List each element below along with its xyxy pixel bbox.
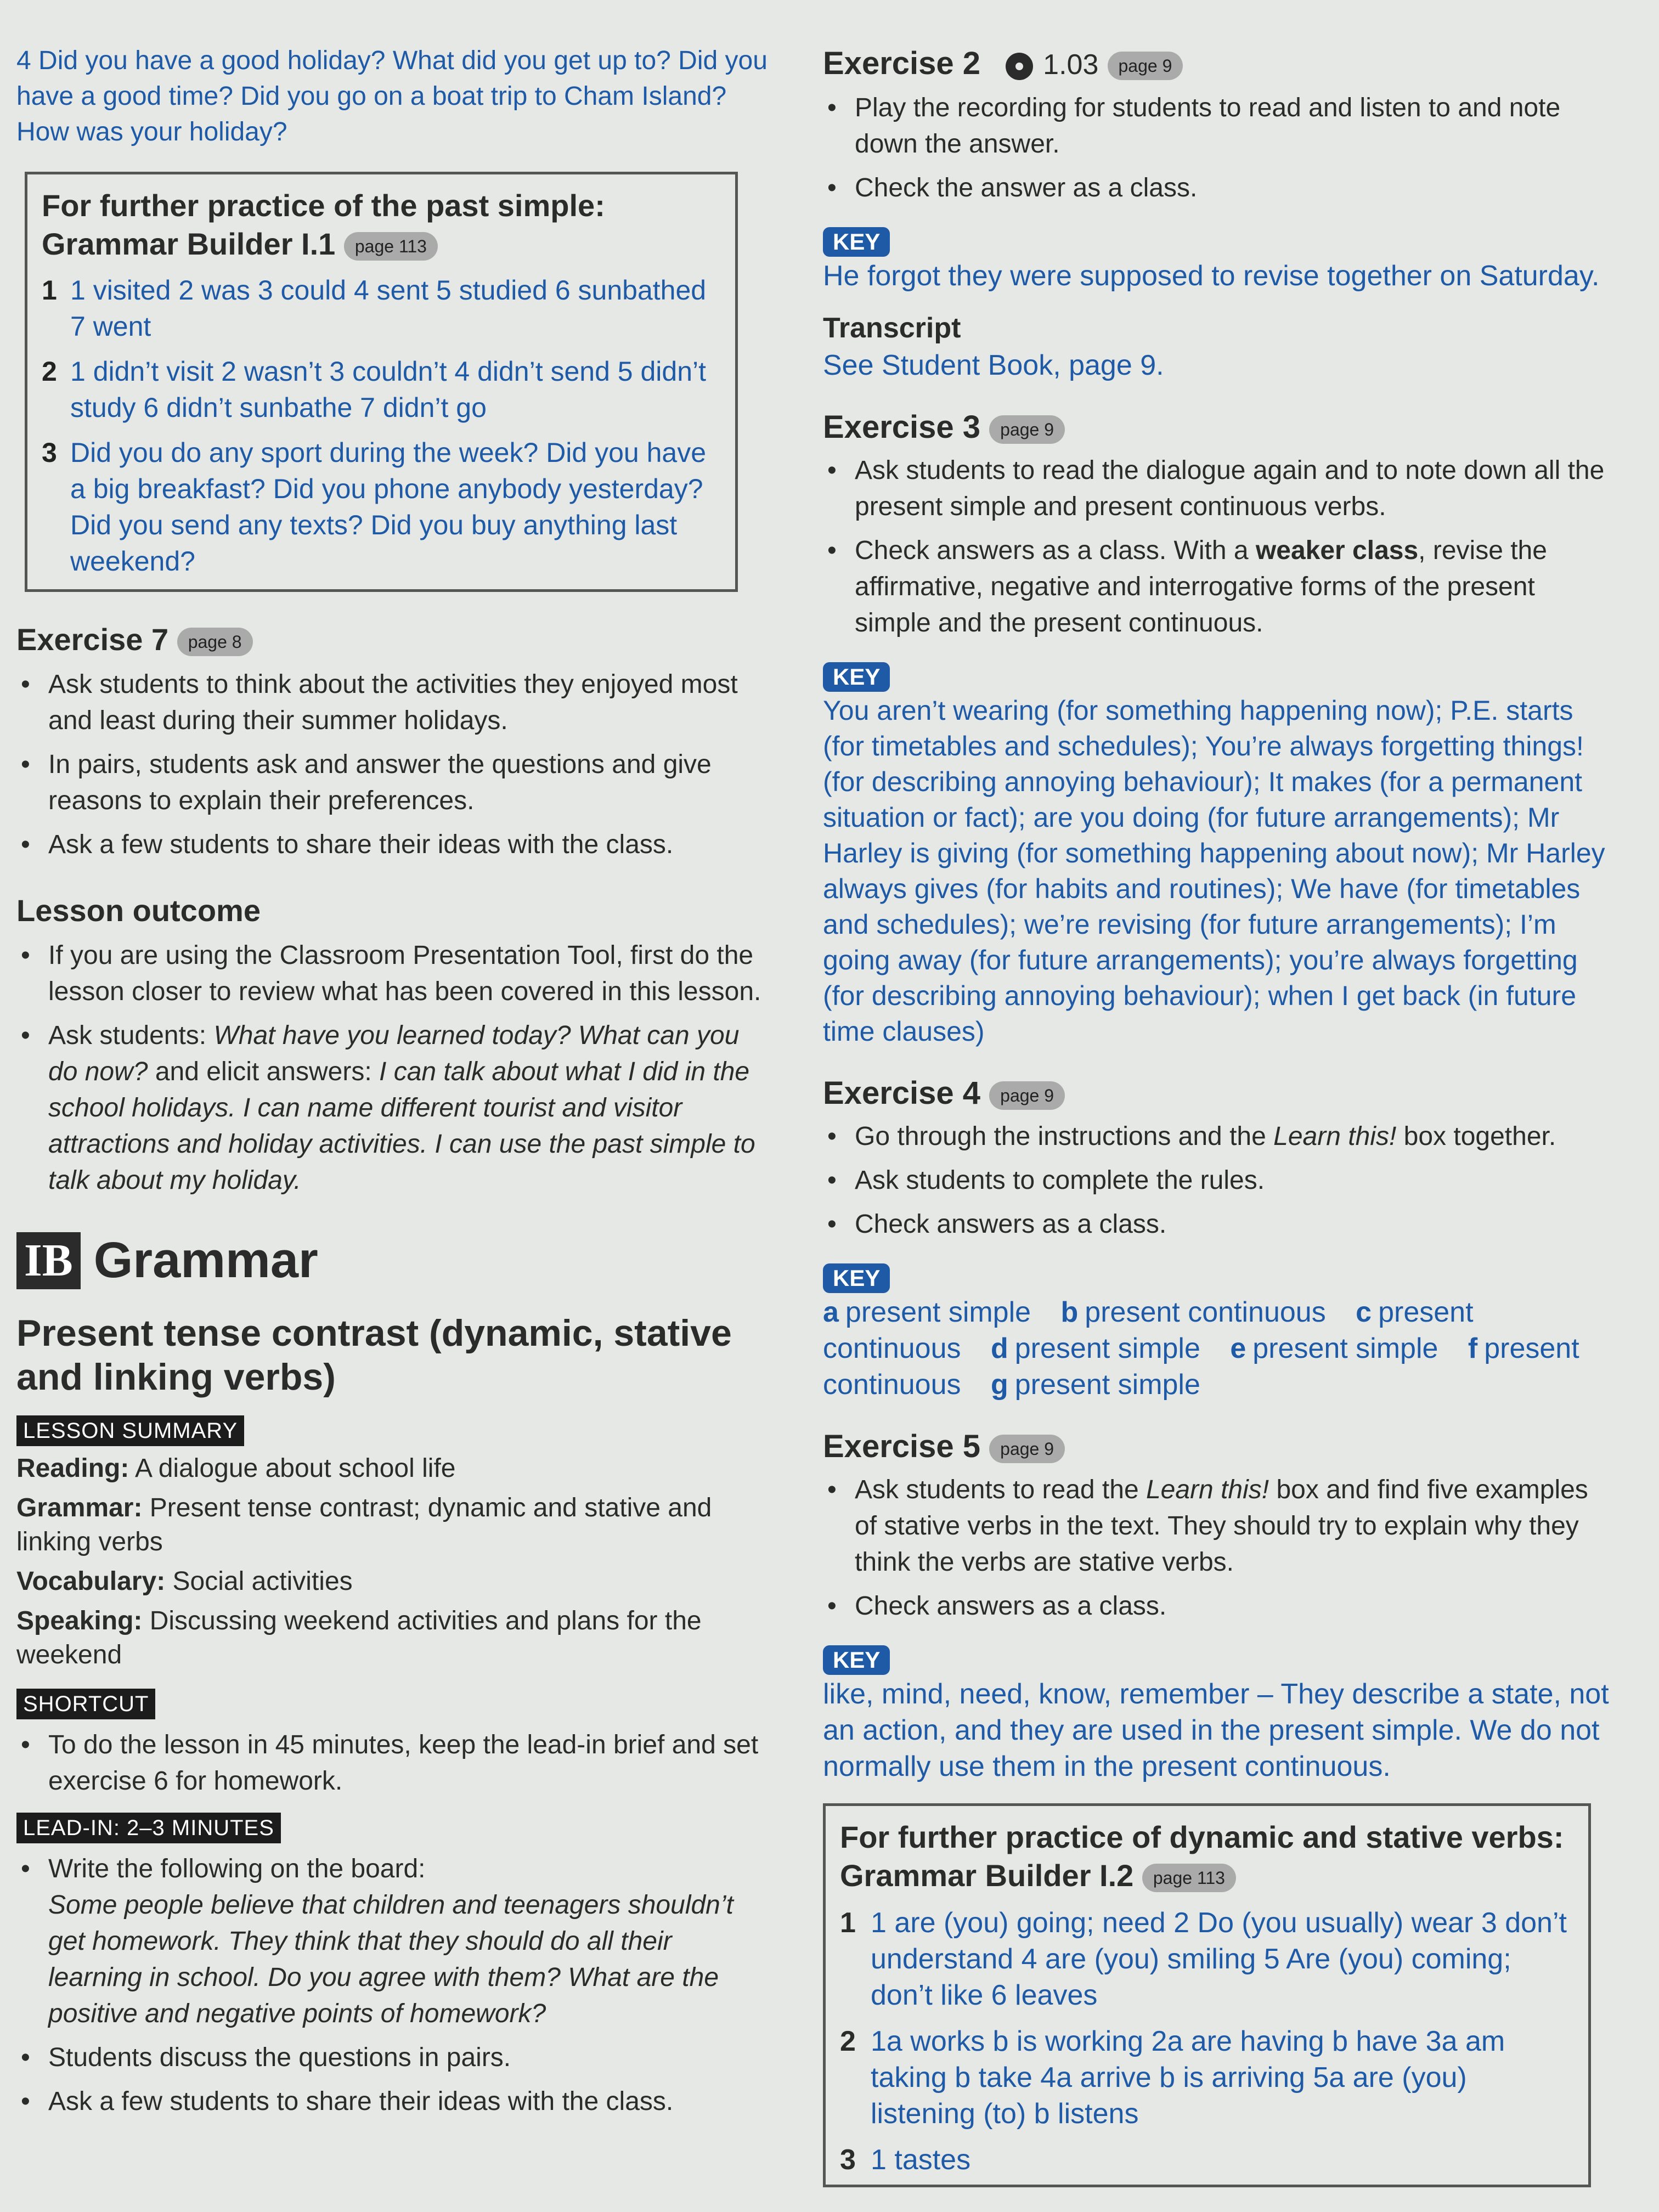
bullet: • Students discuss the questions in pairs. xyxy=(16,2040,768,2076)
lesson-outcome-heading: Lesson outcome xyxy=(16,893,261,928)
exercise-title: Exercise 4 xyxy=(823,1075,981,1111)
box2-title-line2 xyxy=(840,1857,1574,1895)
item-number: 2 xyxy=(42,356,57,387)
summary-label: Vocabulary: xyxy=(16,1567,166,1596)
summary-row xyxy=(16,1452,768,1486)
bullet-question: What have you learned today? What can you do now? xyxy=(48,1021,740,1086)
exercise-3-key: You aren’t wearing (for something happening now); P.E. starts (for timetables and schedules); You’re always forgetting things! (for describing annoying behaviour); It makes (for a permanent situation or fact); are you doing (for future arrangements); Mr Harley is giving (for something happening about now); Mr Harley always gives (for habits and routines); We have (for timetables and schedules); we’re revising (for future arrangements); I’m going away (for future arrangements); you’re always forgetting (for describing annoying behaviour); when I get back (in future time clauses) xyxy=(823,695,1605,1047)
section-header xyxy=(16,1232,768,1289)
key-badge: KEY xyxy=(823,1263,890,1293)
exercise-7-heading xyxy=(16,620,768,659)
bullet: • Ask students to complete the rules. xyxy=(823,1163,1613,1199)
bullet-text: Write the following on the board: xyxy=(48,1854,426,1883)
key-answer xyxy=(823,1296,1053,1328)
item-answers: 1 are (you) going; need 2 Do (you usually) wear 3 don’t understand 4 are (you) smiling 5 Are (you) coming; don’t like 6 leaves xyxy=(871,1907,1567,2011)
box1-item-3 xyxy=(42,435,721,579)
answer-text: present continuous xyxy=(823,1296,1474,1364)
box1-title-line1: For further practice of the past simple: xyxy=(42,188,605,223)
answer-letter: g xyxy=(990,1369,1008,1401)
exercise-3-bullets xyxy=(823,453,1613,641)
item-number: 3 xyxy=(42,437,57,468)
summary-row xyxy=(16,1491,768,1559)
item-answers: Did you do any sport during the week? Did you have a big breakfast? Did you phone anybody yesterday? Did you send any texts? Did you buy anything last weekend? xyxy=(70,437,707,577)
shortcut-section xyxy=(16,1689,768,1799)
key-answer xyxy=(1230,1333,1460,1364)
grammar-builder-box-1 xyxy=(25,172,738,592)
lesson-summary-tag: LESSON SUMMARY xyxy=(16,1415,244,1446)
bullet-text: , revise the affirmative, negative and interrogative forms of the present simple and the present continuous. xyxy=(855,536,1547,637)
bullet-text: box together. xyxy=(1396,1122,1556,1151)
lead-in-tag: LEAD-IN: 2–3 MINUTES xyxy=(16,1813,281,1843)
item-number: 1 xyxy=(42,275,57,306)
exercise-title: Exercise 2 xyxy=(823,46,981,81)
bullet xyxy=(823,1472,1613,1581)
summary-label: Grammar: xyxy=(16,1493,143,1522)
lead-in-section xyxy=(16,1813,768,2120)
bullet-answer: I can talk about what I did in the school holidays. I can name different tourist and visitor attractions and holiday activities. I can use the past simple to talk about my holiday. xyxy=(48,1057,755,1195)
bullet: • Check answers as a class. xyxy=(823,1588,1613,1624)
item-answers: 1a works b is working 2a are having b have 3a am taking b take 4a arrive b is arriving 5a are (you) listening (to) b listens xyxy=(871,2025,1505,2130)
bullet-text: box and find five examples of stative verbs in the text. They should try to explain why they think the verbs are stative verbs. xyxy=(855,1475,1588,1577)
box1-item-1 xyxy=(42,272,721,345)
answer-text: present simple xyxy=(1014,1333,1200,1364)
key-answer xyxy=(991,1369,1222,1401)
exercise-4-heading xyxy=(823,1074,1613,1113)
shortcut-bullets xyxy=(16,1727,768,1799)
bullet-em: Learn this! xyxy=(1146,1475,1269,1504)
answer-letter: e xyxy=(1230,1333,1246,1364)
bullet xyxy=(823,1119,1613,1155)
answer-text: present continuous xyxy=(823,1333,1579,1401)
right-column xyxy=(823,0,1613,2187)
item-number: 3 xyxy=(840,2144,856,2176)
bullet: • To do the lesson in 45 minutes, keep the lead-in brief and set exercise 6 for homework. xyxy=(16,1727,768,1799)
answer-text: present continuous xyxy=(1085,1296,1326,1328)
bullet: • Check answers as a class. xyxy=(823,1206,1613,1243)
page-badge: page 8 xyxy=(177,628,253,656)
bullet xyxy=(16,1018,768,1199)
answer-text: present simple xyxy=(1252,1333,1438,1364)
bullet: • If you are using the Classroom Presentation Tool, first do the lesson closer to review what has been covered in this lesson. xyxy=(16,938,768,1010)
bullet-text: and elicit answers: xyxy=(148,1057,380,1086)
answer-letter: c xyxy=(1356,1296,1372,1328)
bullet: • Check the answer as a class. xyxy=(823,170,1613,206)
exercise-7-bullets xyxy=(16,667,768,863)
summary-value: Discussing weekend activities and plans for the weekend xyxy=(16,1606,702,1669)
shortcut-tag: SHORTCUT xyxy=(16,1689,155,1719)
item-number: 1 xyxy=(840,1907,856,1939)
summary-value: A dialogue about school life xyxy=(129,1454,456,1483)
section-code: IB xyxy=(16,1232,81,1289)
exercise-title: Exercise 5 xyxy=(823,1429,981,1464)
exercise-title: Exercise 7 xyxy=(16,622,169,657)
summary-label: Reading: xyxy=(16,1454,129,1483)
answer-letter: a xyxy=(823,1296,839,1328)
box2-row-3 xyxy=(840,2142,1574,2178)
bullet: • Ask a few students to share their ideas with the class. xyxy=(16,827,768,863)
key-answer xyxy=(1061,1296,1348,1328)
key-badge: KEY xyxy=(823,662,890,692)
lesson-outcome-bullets xyxy=(16,938,768,1199)
bullet-bold: weaker class xyxy=(1255,536,1419,565)
exercise-4-bullets xyxy=(823,1119,1613,1243)
page-badge: page 9 xyxy=(989,1081,1065,1110)
bullet-text: Ask students: xyxy=(48,1021,214,1050)
transcript-heading: Transcript xyxy=(823,312,961,344)
board-quote: Some people believe that children and teenagers shouldn’t get homework. They think that they should do all their learning in school. Do you agree with them? What are the positive and negative points of homework? xyxy=(48,1891,733,2028)
exercise-2-heading xyxy=(823,44,1613,84)
summary-label: Speaking: xyxy=(16,1606,143,1635)
exercise-4-key xyxy=(823,1294,1613,1403)
bullet: • Ask a few students to share their ideas with the class. xyxy=(16,2084,768,2120)
exercise-3-heading xyxy=(823,408,1613,447)
bullet xyxy=(823,533,1613,641)
summary-value: Social activities xyxy=(165,1567,353,1596)
transcript-text: See Student Book, page 9. xyxy=(823,349,1164,381)
exercise-5-key: like, mind, need, know, remember – They describe a state, not an action, and they are used in the present simple. We do not normally use them in the present continuous. xyxy=(823,1678,1609,1782)
bullet: • Play the recording for students to read and listen to and note down the answer. xyxy=(823,90,1613,162)
bullet: • Ask students to read the dialogue again and to note down all the present simple and present continuous verbs. xyxy=(823,453,1613,525)
key-badge: KEY xyxy=(823,1645,890,1675)
bullet-em: Learn this! xyxy=(1273,1122,1397,1151)
box2-row-1 xyxy=(840,1905,1574,2013)
exercise-5-heading xyxy=(823,1427,1613,1466)
page-badge: page 9 xyxy=(989,1435,1065,1463)
answer-letter: f xyxy=(1468,1333,1478,1364)
lesson-title: Present tense contrast (dynamic, stative and linking verbs) xyxy=(16,1312,732,1398)
answer-letter: d xyxy=(990,1333,1008,1364)
key-answer xyxy=(991,1333,1222,1364)
item-answers: 1 didn’t visit 2 wasn’t 3 couldn’t 4 didn’t send 5 didn’t study 6 didn’t sunbathe 7 didn’t go xyxy=(70,356,707,423)
left-column xyxy=(16,0,768,2128)
section-title: Grammar xyxy=(93,1232,318,1288)
audio-track-number: 1.03 xyxy=(1043,49,1099,81)
box1-title-line2 xyxy=(42,225,721,263)
bullet xyxy=(16,1851,768,2032)
box2-grammar-builder-label: Grammar Builder I.2 xyxy=(840,1858,1134,1893)
audio-track xyxy=(1006,49,1098,81)
box2-row-2 xyxy=(840,2023,1574,2132)
answer-letter: b xyxy=(1060,1296,1079,1328)
answer-text: present simple xyxy=(845,1296,1031,1328)
box1-item-2 xyxy=(42,353,721,426)
item-number: 2 xyxy=(840,2025,856,2057)
answer-text: present simple xyxy=(1014,1369,1200,1401)
exercise-title: Exercise 3 xyxy=(823,409,981,445)
key-badge: KEY xyxy=(823,227,890,257)
box2-title-line1: For further practice of dynamic and stative verbs: xyxy=(840,1820,1564,1854)
lead-in-bullets xyxy=(16,1851,768,2120)
summary-row xyxy=(16,1604,768,1672)
page-badge: page 113 xyxy=(1142,1864,1236,1892)
item-answers: 1 tastes xyxy=(871,2144,971,2176)
bullet: • Ask students to think about the activities they enjoyed most and least during their summer holidays. xyxy=(16,667,768,739)
page-badge: page 9 xyxy=(1108,52,1183,80)
cd-icon xyxy=(1006,53,1033,80)
intro-question-4: 4 Did you have a good holiday? What did you get up to? Did you have a good time? Did you go on a boat trip to Cham Island? How was your holiday? xyxy=(16,46,768,146)
exercise-5-bullets xyxy=(823,1472,1613,1624)
grammar-builder-box-2 xyxy=(823,1803,1591,2187)
page-badge: page 113 xyxy=(344,232,438,261)
bullet-text: Ask students to read the xyxy=(855,1475,1146,1504)
box1-grammar-builder-label: Grammar Builder I.1 xyxy=(42,227,336,261)
summary-row xyxy=(16,1565,768,1599)
exercise-2-key: He forgot they were supposed to revise together on Saturday. xyxy=(823,260,1600,292)
bullet: • In pairs, students ask and answer the questions and give reasons to explain their preferences. xyxy=(16,747,768,819)
bullet-text: Check answers as a class. With a xyxy=(855,536,1256,565)
bullet-text: Go through the instructions and the xyxy=(855,1122,1274,1151)
exercise-2-bullets xyxy=(823,90,1613,206)
summary-value: Present tense contrast; dynamic and stative and linking verbs xyxy=(16,1493,712,1556)
item-answers: 1 visited 2 was 3 could 4 sent 5 studied 6 sunbathed 7 went xyxy=(70,275,707,342)
page-badge: page 9 xyxy=(989,415,1065,444)
